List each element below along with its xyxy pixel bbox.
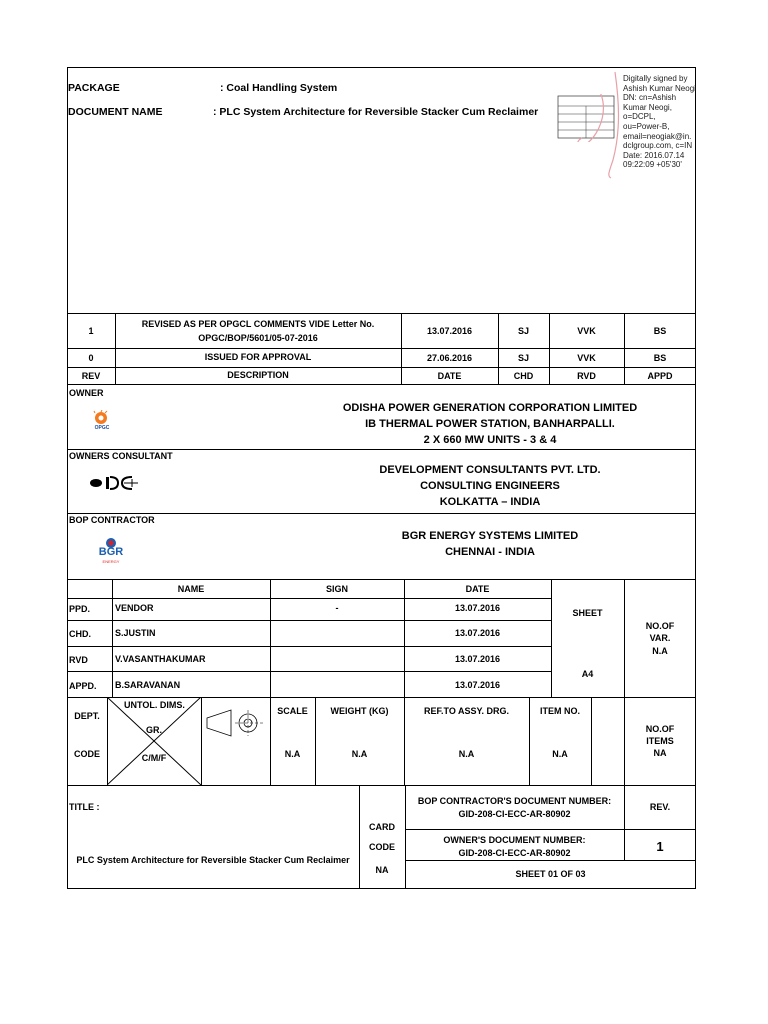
no-of-var-value: N.A bbox=[652, 646, 668, 656]
bgr-logo bbox=[94, 536, 128, 566]
signature-line: ou=Power-B, bbox=[623, 122, 670, 131]
no-of-var-label-2: VAR. bbox=[649, 633, 671, 643]
owner-name: ODISHA POWER GENERATION CORPORATION LIMITED bbox=[342, 402, 638, 414]
approval-name: VENDOR bbox=[115, 603, 154, 613]
owner-units: 2 X 660 MW UNITS - 3 & 4 bbox=[423, 434, 557, 446]
approval-date: 13.07.2016 bbox=[454, 654, 501, 664]
rev-date: 13.07.2016 bbox=[426, 326, 473, 336]
no-of-var-label: NO.OF bbox=[645, 621, 675, 631]
bop-contractor-label: BOP CONTRACTOR bbox=[69, 515, 155, 525]
untol-dims-label: UNTOL. DIMS. bbox=[124, 700, 185, 710]
untol-dims-cross bbox=[107, 697, 201, 785]
owner-document-number-label: OWNER'S DOCUMENT NUMBER: bbox=[443, 835, 586, 845]
signature-line: Date: 2016.07.14 bbox=[623, 150, 685, 160]
rule bbox=[67, 384, 696, 385]
consultant-name: DEVELOPMENT CONSULTANTS PVT. LTD. bbox=[379, 464, 601, 476]
name-header: NAME bbox=[177, 584, 205, 594]
sign-header: SIGN bbox=[325, 584, 348, 594]
bop-document-number: GID-208-CI-ECC-AR-80902 bbox=[458, 809, 571, 819]
rule bbox=[67, 620, 551, 621]
sheet-count: SHEET 01 OF 03 bbox=[515, 869, 586, 879]
dc-logo bbox=[88, 475, 142, 491]
rev-label: REV. bbox=[649, 802, 671, 812]
first-angle-projection-icon bbox=[205, 708, 265, 738]
rev-date: 27.06.2016 bbox=[426, 353, 473, 363]
rule bbox=[67, 313, 696, 314]
sheet-size: A4 bbox=[581, 669, 594, 679]
scale-value: N.A bbox=[284, 749, 301, 759]
package-value: : Coal Handling System bbox=[220, 82, 338, 94]
weight-value: N.A bbox=[351, 749, 368, 759]
projection-symbol bbox=[205, 708, 265, 738]
signature-line: Kumar Neogi, bbox=[623, 102, 672, 112]
signature-line: Ashish Kumar Neogi bbox=[623, 83, 696, 93]
rule bbox=[67, 348, 696, 349]
document-name-label: DOCUMENT NAME bbox=[68, 106, 163, 118]
signature-line: 09:22:09 +05'30' bbox=[623, 160, 682, 170]
approval-role: APPD. bbox=[69, 681, 97, 691]
rev-rvd: VVK bbox=[577, 353, 596, 363]
rule bbox=[270, 579, 271, 697]
approval-sign: - bbox=[335, 603, 339, 613]
contractor-location: CHENNAI - INDIA bbox=[445, 546, 535, 558]
rule bbox=[67, 646, 551, 647]
item-no-value: N.A bbox=[552, 749, 568, 759]
date-header: DATE bbox=[465, 584, 490, 594]
title-label: TITLE : bbox=[69, 802, 100, 812]
approval-name: V.VASANTHAKUMAR bbox=[115, 654, 206, 664]
weight-label: WEIGHT (KG) bbox=[330, 706, 389, 716]
consultant-type: CONSULTING ENGINEERS bbox=[420, 480, 560, 492]
rule bbox=[67, 671, 551, 672]
rule bbox=[67, 579, 696, 580]
rule bbox=[67, 785, 696, 786]
rev-description-ref: OPGC/BOP/5601/05-07-2016 bbox=[198, 333, 318, 343]
approval-date: 13.07.2016 bbox=[454, 628, 501, 638]
scale-label: SCALE bbox=[277, 706, 308, 716]
signature-line: Digitally signed by bbox=[623, 74, 688, 83]
document-name-value: : PLC System Architecture for Reversible Stacker Cum Reclaimer bbox=[213, 106, 539, 118]
rule bbox=[67, 449, 696, 450]
rev-description: ISSUED FOR APPROVAL bbox=[204, 352, 312, 362]
package-label: PACKAGE bbox=[68, 82, 120, 94]
rule bbox=[551, 579, 552, 697]
rule bbox=[67, 513, 696, 514]
card-label: CARD bbox=[369, 822, 395, 832]
chd-header: CHD bbox=[513, 371, 534, 381]
rev-description: REVISED AS PER OPGCL COMMENTS VIDE Letter No. bbox=[141, 319, 375, 329]
ref-assy-drg-value: N.A bbox=[458, 749, 475, 759]
rev-appd: BS bbox=[653, 326, 667, 336]
consultant-location: KOLKATTA – INDIA bbox=[439, 496, 541, 508]
gr-label: GR. bbox=[145, 725, 162, 735]
dept-label: DEPT. bbox=[74, 711, 100, 721]
bop-document-number-label: BOP CONTRACTOR'S DOCUMENT NUMBER: bbox=[417, 796, 612, 806]
rvd-header: RVD bbox=[577, 371, 596, 381]
rev-header: REV bbox=[81, 371, 101, 381]
approval-role: CHD. bbox=[69, 629, 91, 639]
bgr-logo-subtext: ENERGY bbox=[102, 559, 120, 564]
owners-consultant-label: OWNERS CONSULTANT bbox=[69, 451, 173, 461]
rev-number: 0 bbox=[88, 353, 94, 363]
approval-date: 13.07.2016 bbox=[454, 680, 501, 690]
rule bbox=[201, 697, 202, 785]
signature-line: DN: cn=Ashish bbox=[623, 93, 677, 103]
rule bbox=[67, 367, 696, 368]
rule bbox=[112, 579, 113, 697]
approval-role: PPD. bbox=[69, 604, 91, 614]
signature-flourish bbox=[605, 70, 623, 180]
bgr-logo-text: BGR bbox=[98, 546, 124, 558]
opgc-logo bbox=[89, 410, 115, 432]
card-code-value: NA bbox=[375, 865, 389, 875]
approval-date: 13.07.2016 bbox=[454, 603, 501, 613]
rule bbox=[591, 697, 592, 785]
sheet-label: SHEET bbox=[572, 608, 603, 618]
signature-line: dclgroup.com, c=IN bbox=[623, 141, 693, 151]
code-label: CODE bbox=[73, 749, 100, 759]
description-header: DESCRIPTION bbox=[227, 370, 289, 380]
rule bbox=[67, 598, 551, 599]
owner-station: IB THERMAL POWER STATION, BANHARPALLI. bbox=[365, 418, 615, 430]
cross-lines-icon bbox=[107, 697, 201, 785]
dc-logo-icon bbox=[88, 475, 142, 491]
rev-chd: SJ bbox=[517, 326, 529, 336]
signature-line: email=neogiak@in. bbox=[623, 131, 692, 141]
approval-role: RVD bbox=[69, 655, 88, 665]
rev-appd: BS bbox=[653, 353, 667, 363]
no-of-items-value: NA bbox=[653, 748, 667, 758]
date-header: DATE bbox=[437, 371, 462, 381]
approval-name: S.JUSTIN bbox=[115, 628, 156, 638]
code-label: CODE bbox=[368, 842, 395, 852]
rev-rvd: VVK bbox=[577, 326, 596, 336]
document-title: PLC System Architecture for Reversible Stacker Cum Reclaimer bbox=[76, 855, 350, 865]
approval-name: B.SARAVANAN bbox=[115, 680, 181, 690]
ref-assy-drg-label: REF.TO ASSY. DRG. bbox=[423, 706, 510, 716]
owner-label: OWNER bbox=[69, 388, 104, 398]
rev-value: 1 bbox=[656, 839, 664, 854]
cmf-label: C/M/F bbox=[141, 753, 167, 763]
signature-line: o=DCPL, bbox=[623, 112, 656, 122]
appd-header: APPD bbox=[647, 371, 673, 381]
owner-document-number: GID-208-CI-ECC-AR-80902 bbox=[458, 848, 571, 858]
rev-number: 1 bbox=[88, 326, 94, 336]
no-of-items-label: NO.OF bbox=[645, 724, 675, 734]
opgc-logo-text: OPGC bbox=[94, 425, 110, 431]
signature-flourish-icon bbox=[605, 70, 623, 180]
no-of-items-label-2: ITEMS bbox=[646, 736, 674, 746]
rev-chd: SJ bbox=[517, 353, 529, 363]
rule bbox=[405, 860, 696, 861]
contractor-name: BGR ENERGY SYSTEMS LIMITED bbox=[401, 530, 579, 542]
rule bbox=[405, 829, 696, 830]
item-no-label: ITEM NO. bbox=[540, 706, 580, 716]
